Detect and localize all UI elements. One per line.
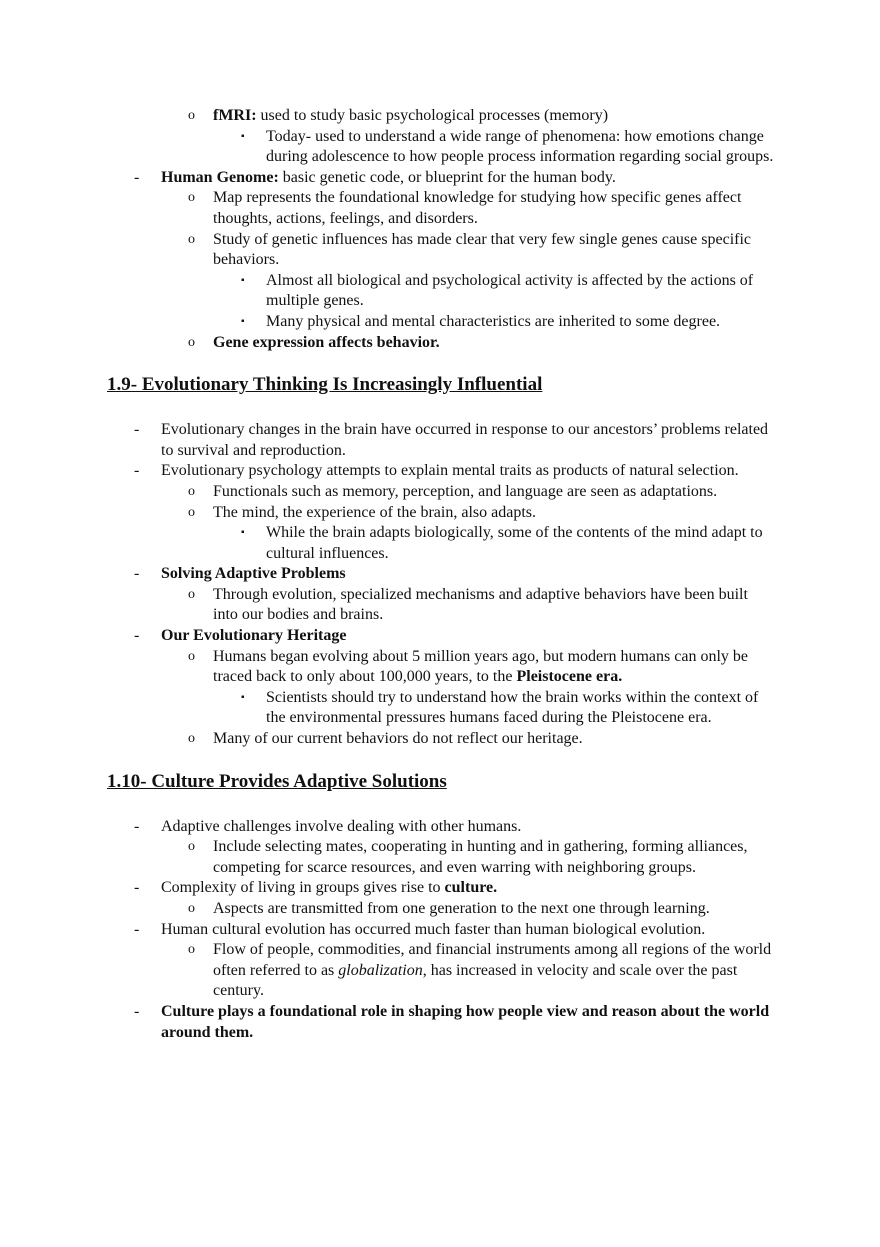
circle-bullet-icon: o — [188, 731, 195, 747]
list-item-level-1 — [0, 168, 773, 189]
dash-bullet-icon: - — [134, 920, 140, 938]
list-item-level-3 — [0, 312, 776, 333]
square-bullet-icon: ▪ — [241, 274, 245, 286]
dash-bullet-icon: - — [134, 462, 140, 480]
list-item-level-3 — [0, 127, 776, 168]
dash-bullet-icon: - — [134, 817, 140, 835]
text: While the brain adapts biologically, some of the contents of the mind adapt to cultural influences. — [266, 524, 763, 562]
text: Study of genetic influences has made clear that very few single genes cause specific behaviors. — [213, 230, 752, 269]
list-item-level-1 — [0, 920, 773, 941]
dash-bullet-icon: - — [134, 168, 140, 186]
text: Complexity of living in groups gives rise to — [161, 879, 445, 897]
dash-bullet-icon: - — [134, 627, 140, 645]
list-item-level-1 — [0, 564, 773, 585]
circle-bullet-icon: o — [188, 334, 195, 350]
section-heading: 1.9- Evolutionary Thinking Is Increasingly Influential — [107, 374, 543, 396]
bold-text: Human Genome: — [161, 168, 279, 186]
text: Aspects are transmitted from one generation to the next one through learning. — [213, 900, 710, 917]
circle-bullet-icon: o — [188, 231, 195, 247]
list-item-level-1 — [0, 817, 773, 838]
text: The mind, the experience of the brain, also adapts. — [213, 503, 536, 521]
list-item-level-2 — [0, 188, 775, 229]
text: Map represents the foundational knowledge for studying how specific genes affect thoughts, actions, feelings, and disorders. — [213, 189, 742, 227]
circle-bullet-icon: o — [188, 648, 195, 664]
text: Today- used to understand a wide range of phenomena: how emotions change during adolescence to how people process information regarding social groups. — [266, 127, 774, 166]
list-item-level-1 — [0, 461, 773, 482]
list-item-level-3 — [0, 523, 776, 564]
list-item-level-2 — [0, 482, 775, 503]
text: basic genetic code, or blueprint for the human body. — [278, 168, 616, 186]
bold-text: Solving Adaptive Problems — [161, 565, 346, 583]
text: Evolutionary changes in the brain have occurred in response to our ancestors’ problems related to survival and reproduction. — [161, 421, 769, 459]
document-page — [0, 106, 880, 1043]
circle-bullet-icon: o — [188, 901, 195, 916]
text: Functionals such as memory, perception, and language are seen as adaptations. — [213, 482, 718, 500]
dash-bullet-icon: - — [134, 879, 140, 897]
bold-text: Our Evolutionary Heritage — [161, 627, 347, 645]
list-item-level-2 — [0, 837, 775, 878]
bold-text: Gene expression affects behavior. — [213, 333, 440, 351]
text: Include selecting mates, cooperating in hunting and in gathering, forming alliances, competing for scarce resources, and even warring with neighboring groups. — [213, 838, 748, 876]
list-item-level-1 — [0, 420, 773, 461]
bold-text: fMRI: — [213, 107, 257, 124]
list-item-level-2 — [0, 940, 775, 1002]
list-item-level-2 — [0, 729, 775, 750]
text: Humans began evolving about 5 million years ago, but modern humans can only be traced back to only about 100,000 years, to the — [213, 647, 748, 686]
list-item-level-1 — [0, 1002, 773, 1043]
text: Many of our current behaviors do not reflect our heritage. — [213, 730, 583, 748]
list-item-level-2 — [0, 585, 775, 626]
bold-text: culture. — [444, 879, 498, 897]
text: Almost all biological and psychological activity is affected by the actions of multiple genes. — [266, 271, 754, 310]
list-item-level-2 — [0, 647, 775, 688]
text: Evolutionary psychology attempts to explain mental traits as products of natural selection. — [161, 462, 739, 480]
section-heading: 1.10- Culture Provides Adaptive Solutions — [107, 770, 447, 792]
list-item-level-2 — [0, 333, 775, 354]
circle-bullet-icon: o — [188, 839, 195, 855]
bold-text: Pleistocene era. — [516, 668, 623, 686]
text: , has increased in velocity and scale over the past century. — [213, 961, 738, 1000]
text: used to study basic psychological processes (memory) — [256, 107, 609, 124]
bold-text: Culture plays a foundational role in shaping how people view and reason about the world around them. — [161, 1002, 770, 1041]
list-item-level-2 — [0, 106, 775, 127]
text: Flow of people, commodities, and financial instruments among all regions of the world often referred to as — [213, 941, 772, 979]
square-bullet-icon: ▪ — [241, 691, 245, 703]
list-item-level-2 — [0, 503, 775, 524]
list-item-level-2 — [0, 899, 775, 920]
square-bullet-icon: ▪ — [241, 130, 245, 142]
text: Adaptive challenges involve dealing with other humans. — [161, 817, 522, 835]
dash-bullet-icon: - — [134, 421, 140, 439]
list-item-level-3 — [0, 271, 776, 312]
circle-bullet-icon: o — [188, 108, 195, 123]
text: Scientists should try to understand how the brain works within the context of the environmental pressures humans faced during the Pleistocene era. — [266, 688, 759, 727]
text: Through evolution, specialized mechanisms and adaptive behaviors have been built into our bodies and brains. — [213, 585, 748, 624]
circle-bullet-icon: o — [188, 942, 195, 958]
list-item-level-1 — [0, 626, 773, 647]
circle-bullet-icon: o — [188, 483, 195, 499]
text: Human cultural evolution has occurred much faster than human biological evolution. — [161, 920, 706, 938]
dash-bullet-icon: - — [134, 565, 140, 583]
circle-bullet-icon: o — [188, 504, 195, 520]
dash-bullet-icon: - — [134, 1002, 140, 1020]
text: Many physical and mental characteristics are inherited to some degree. — [266, 312, 721, 330]
list-item-level-2 — [0, 230, 775, 271]
italic-text: globalization — [338, 961, 423, 979]
list-item-level-1 — [0, 878, 773, 899]
circle-bullet-icon: o — [188, 586, 195, 602]
square-bullet-icon: ▪ — [241, 315, 245, 327]
circle-bullet-icon: o — [188, 190, 195, 206]
list-item-level-3 — [0, 688, 776, 729]
square-bullet-icon: ▪ — [241, 527, 245, 539]
